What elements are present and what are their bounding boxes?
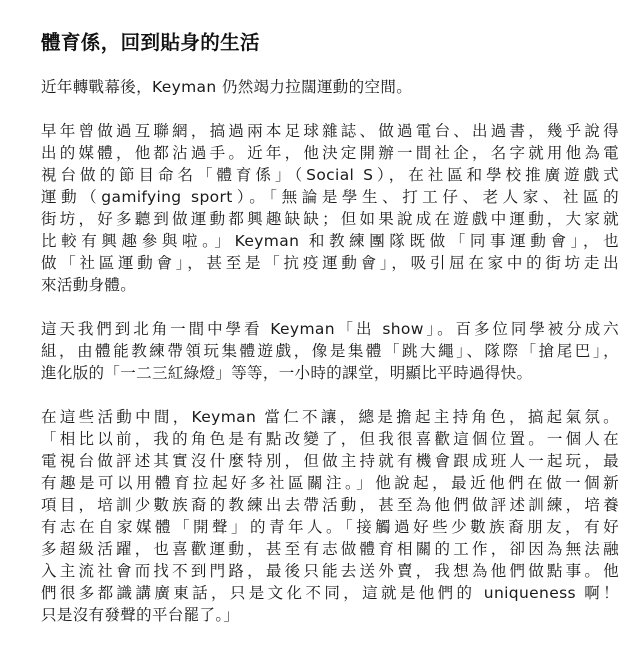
paragraph-line: 多超級活躍，也喜歡運動，甚至有志做體育相關的工作，卻因為無法融	[41, 540, 619, 558]
article-title: 體育係，回到貼身的生活	[41, 31, 260, 54]
paragraph-line: 「相比以前，我的角色是有點改變了，但我很喜歡這個位置。一個人在	[41, 430, 619, 448]
paragraph-line: 只是沒有發聲的平台罷了。」	[41, 606, 240, 624]
paragraph-line: 有趣是可以用體育拉起好多社區關注。」他說起，最近他們在做一個新	[41, 474, 619, 492]
article-paragraph-1	[41, 76, 619, 98]
paragraph-line: 入主流社會而找不到門路，最後只能去送外賣，我想為他們做點事。他	[41, 562, 619, 580]
paragraph-line: 運動（gamifying sport）。「無論是學生、打工仔、老人家、社區的	[41, 188, 619, 206]
article-paragraph-4	[41, 406, 619, 626]
paragraph-line: 有志在自家媒體「開聲」的青年人。「接觸過好些少數族裔朋友，有好	[41, 518, 619, 536]
article-paragraph-2	[41, 120, 619, 296]
paragraph-line: 項目，培訓少數族裔的教練出去帶活動，甚至為他們做評述訓練，培養	[41, 496, 619, 514]
paragraph-line: 電視台做評述其實沒什麼特別，但做主持就有機會跟成班人一起玩，最	[41, 452, 619, 470]
paragraph-line: 進化版的「一二三紅綠燈」等等，一小時的課堂，明顯比平時過得快。	[41, 364, 533, 382]
paragraph-line: 比較有興趣參與啦。」Keyman 和教練團隊既做「同事運動會」，也	[41, 232, 619, 250]
paragraph-line: 街坊，好多聽到做運動都興趣缺缺；但如果說成在遊戲中運動，大家就	[41, 210, 619, 228]
paragraph-line: 們很多都識講廣東話，只是文化不同，這就是他們的 uniqueness 啊！	[41, 584, 619, 602]
paragraph-line: 做「社區運動會」，甚至是「抗疫運動會」，吸引屈在家中的街坊走出	[41, 254, 619, 272]
paragraph-line: 這天我們到北角一間中學看 Keyman「出 show」。百多位同學被分成六	[41, 320, 619, 338]
paragraph-line: 來活動身體。	[41, 276, 137, 294]
article-paragraph-3	[41, 318, 619, 384]
paragraph-line: 在這些活動中間，Keyman 當仁不讓，總是擔起主持角色，搞起氣氛。	[41, 408, 619, 426]
paragraph-line: 近年轉戰幕後，Keyman 仍然竭力拉闊運動的空間。	[41, 78, 413, 96]
paragraph-line: 視台做的節目命名「體育係」（Social S），在社區和學校推廣遊戲式	[41, 166, 619, 184]
paragraph-line: 早年曾做過互聯網，搞過兩本足球雜誌、做過電台、出過書，幾乎說得	[41, 122, 619, 140]
paragraph-line: 組，由體能教練帶領玩集體遊戲，像是集體「跳大繩」、隊際「搶尾巴」，	[41, 342, 619, 360]
paragraph-line: 出的媒體，他都沾過手。近年，他決定開辦一間社企，名字就用他為電	[41, 144, 619, 162]
